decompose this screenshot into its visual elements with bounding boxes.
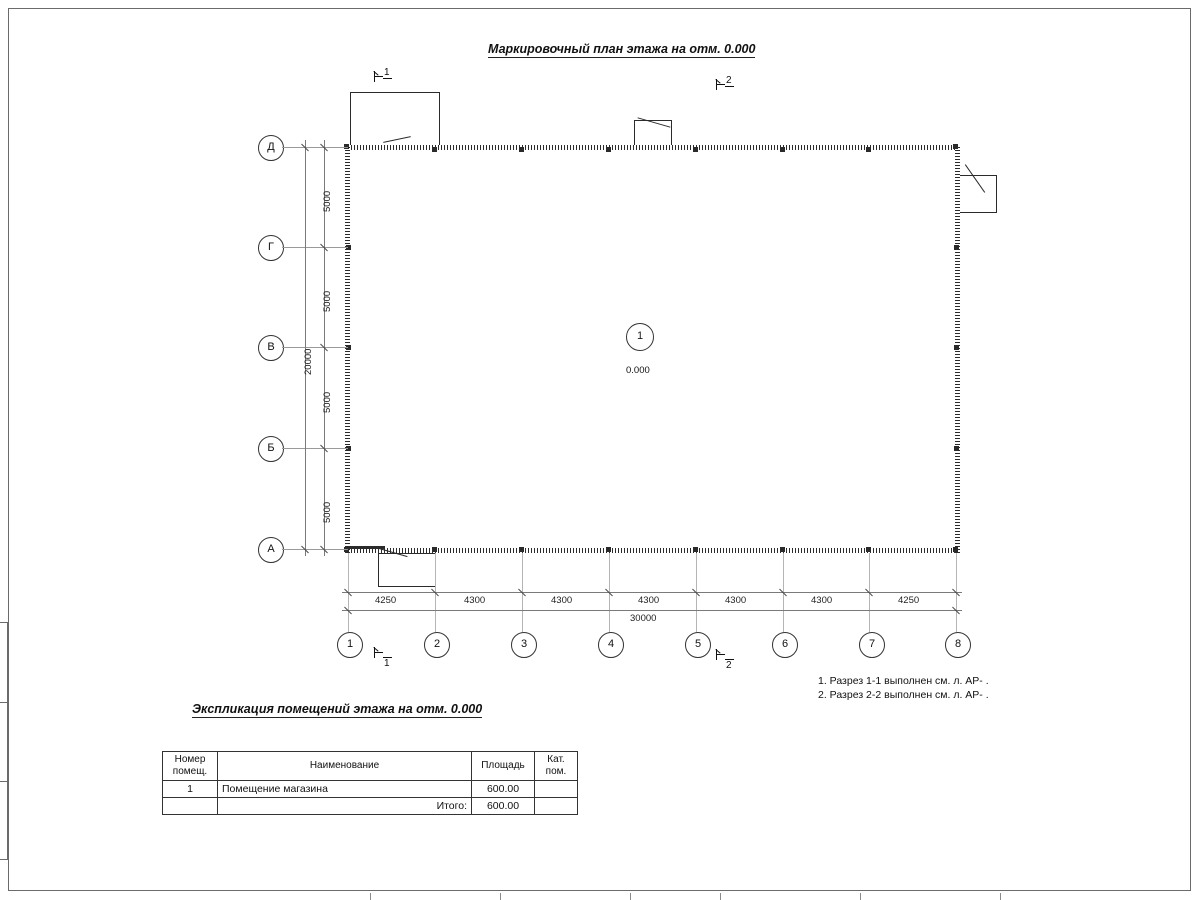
vertical-total-dim: 20000 [303, 348, 314, 375]
column-marker [693, 547, 698, 552]
axis-bubble-8[interactable]: 8 [945, 632, 971, 658]
axis-leader [282, 448, 348, 449]
axis-leader [282, 347, 348, 348]
column-marker [866, 547, 871, 552]
axis-bubble-2[interactable]: 2 [424, 632, 450, 658]
explication-table [162, 751, 578, 815]
axis-bubble-7[interactable]: 7 [859, 632, 885, 658]
section-mark-2-bottom-label: 2 [726, 660, 732, 671]
row-category [535, 781, 578, 798]
room-number-bubble: 1 [626, 323, 654, 351]
axis-bubble-5[interactable]: 5 [685, 632, 711, 658]
header-category-line1: Кат. [547, 754, 565, 765]
horizontal-dim-3: 4300 [551, 595, 573, 606]
axis-bubble-1[interactable]: 1 [337, 632, 363, 658]
horizontal-dim-6: 4300 [811, 595, 833, 606]
header-number-line2: помещ. [172, 766, 208, 777]
axis-leader [282, 247, 348, 248]
axis-bubble-v[interactable]: В [258, 335, 284, 361]
sheet-left-margin-blocks [0, 622, 8, 860]
column-marker [432, 147, 437, 152]
horizontal-dim-1: 4250 [375, 595, 397, 606]
column-marker [606, 147, 611, 152]
vertical-dim-3: 5000 [322, 391, 333, 413]
column-marker [693, 147, 698, 152]
total-area: 600.00 [472, 798, 535, 815]
table-total-row [163, 798, 578, 815]
section-mark-1-bottom-label: 1 [384, 658, 390, 669]
section-mark-2-top-label: 2 [726, 75, 732, 86]
header-category [535, 752, 578, 781]
horizontal-total-dim: 30000 [630, 613, 657, 624]
row-number: 1 [163, 781, 218, 798]
axis-leader [282, 549, 348, 550]
room-level-label: 0.000 [626, 365, 650, 376]
horizontal-dim-7: 4250 [898, 595, 920, 606]
column-marker [954, 245, 959, 250]
column-marker [432, 547, 437, 552]
column-marker [954, 345, 959, 350]
axis-leader [282, 147, 348, 148]
horizontal-dim-2: 4300 [464, 595, 486, 606]
notes-block [818, 674, 989, 702]
axis-bubble-3[interactable]: 3 [511, 632, 537, 658]
column-marker [519, 147, 524, 152]
column-marker [519, 547, 524, 552]
column-marker [606, 547, 611, 552]
annex-top-mid [634, 120, 672, 148]
table-header-row [163, 752, 578, 781]
horizontal-dim-5: 4300 [725, 595, 747, 606]
header-name: Наименование [218, 752, 472, 781]
column-marker [954, 446, 959, 451]
annex-bottom-left [378, 553, 436, 587]
vertical-dim-1: 5000 [322, 190, 333, 212]
axis-bubble-g[interactable]: Г [258, 235, 284, 261]
header-number-line1: Номер [174, 754, 206, 765]
header-category-line2: пом. [545, 766, 567, 777]
explication-title: Экспликация помещений этажа на отм. 0.000 [192, 702, 483, 716]
total-label: Итого: [218, 798, 472, 815]
axis-bubble-b[interactable]: Б [258, 436, 284, 462]
wall-stub-bottom-left [345, 546, 385, 549]
vertical-dim-2: 5000 [322, 290, 333, 312]
horizontal-total-dim-chain [342, 610, 962, 611]
axis-bubble-4[interactable]: 4 [598, 632, 624, 658]
column-marker [866, 147, 871, 152]
vertical-dim-4: 5000 [322, 501, 333, 523]
header-number [163, 752, 218, 781]
total-category [535, 798, 578, 815]
column-marker [953, 144, 958, 149]
header-area: Площадь [472, 752, 535, 781]
note-line-2: 2. Разрез 2-2 выполнен см. л. АР- . [818, 689, 989, 701]
horizontal-dim-4: 4300 [638, 595, 660, 606]
plan-title: Маркировочный план этажа на отм. 0.000 [488, 42, 756, 56]
column-marker [780, 147, 785, 152]
table-row [163, 781, 578, 798]
column-marker [953, 547, 958, 552]
total-spacer [163, 798, 218, 815]
section-mark-1-top-label: 1 [384, 67, 390, 78]
row-name: Помещение магазина [218, 781, 472, 798]
axis-bubble-6[interactable]: 6 [772, 632, 798, 658]
row-area: 600.00 [472, 781, 535, 798]
note-line-1: 1. Разрез 1-1 выполнен см. л. АР- . [818, 675, 989, 687]
axis-bubble-a[interactable]: А [258, 537, 284, 563]
column-marker [780, 547, 785, 552]
axis-bubble-d[interactable]: Д [258, 135, 284, 161]
